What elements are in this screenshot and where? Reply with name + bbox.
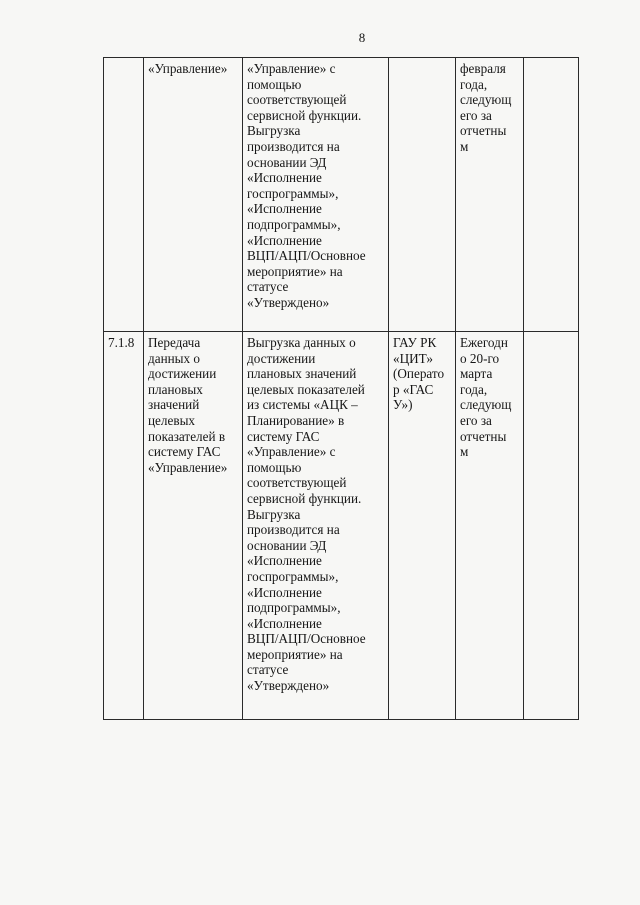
page-number: 8	[358, 30, 366, 45]
regulations-table	[103, 57, 579, 720]
table-row-7-1-8	[104, 332, 579, 720]
cell-number	[104, 332, 144, 720]
cell-name-text: Передача данных о достижении плановых значений целевых показателей в систему ГАС «Управление»	[148, 335, 228, 475]
cell-name	[144, 58, 243, 332]
cell-description	[243, 332, 389, 720]
cell-responsible-text: ГАУ РК «ЦИТ» (Операто р «ГАС У»)	[393, 335, 445, 413]
cell-number-empty	[104, 58, 144, 332]
cell-responsible-empty	[389, 58, 456, 332]
cell-deadline-text: Ежегодн о 20-го марта года, следующ его за отчетны м	[460, 335, 512, 460]
cell-deadline	[456, 332, 524, 720]
cell-deadline-text: февраля года, следующ его за отчетны м	[460, 61, 512, 154]
cell-notes-empty	[524, 58, 579, 332]
cell-number-text: 7.1.8	[108, 335, 135, 350]
cell-description	[243, 58, 389, 332]
cell-name	[144, 332, 243, 720]
cell-description-text: Выгрузка данных о достижении плановых значений целевых показателей из системы «АЦК – Планирование» в систему ГАС «Управление» с помощью соответствующей сервисной функции. Выгрузка производится на основании ЭД «Исполнение госпрограммы», «Исполнение подпрограммы», «Исполнение ВЦП/АЦП/Основное мероприятие» на статусе «Утверждено»	[247, 335, 366, 694]
cell-deadline	[456, 58, 524, 332]
table-row-continued	[104, 58, 579, 332]
cell-responsible	[389, 332, 456, 720]
cell-notes-empty	[524, 332, 579, 720]
cell-name-text: «Управление»	[148, 61, 228, 76]
cell-description-text: «Управление» с помощью соответствующей сервисной функции. Выгрузка производится на основании ЭД «Исполнение госпрограммы», «Исполнение подпрограммы», «Исполнение ВЦП/АЦП/Основное мероприятие» на статусе «Утверждено»	[247, 61, 366, 310]
